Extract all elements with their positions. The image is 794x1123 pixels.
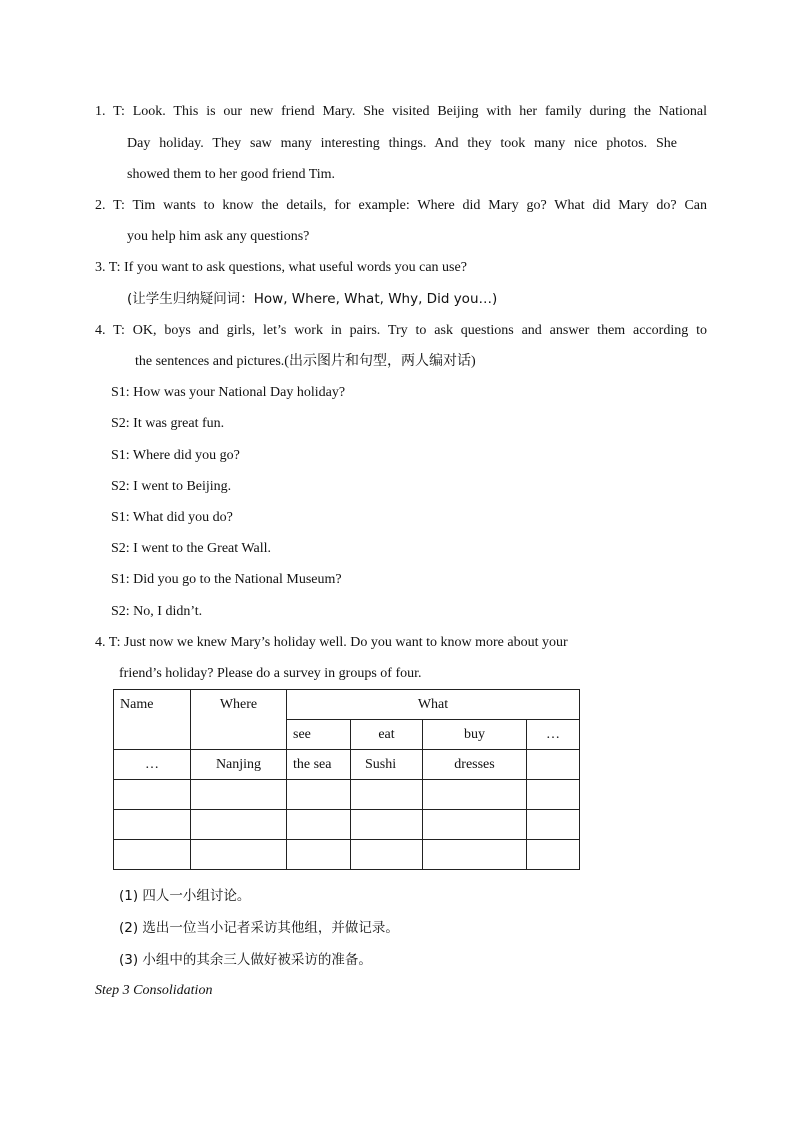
table-cell [191, 780, 287, 810]
subheader-more: … [527, 720, 580, 750]
table-row [114, 750, 580, 780]
dialogue-line: S2: It was great fun. [111, 416, 225, 431]
dialogue-line: S2: I went to Beijing. [111, 479, 232, 494]
step-2: (2) 选出一位当小记者采访其他组，并做记录。 [119, 920, 399, 936]
step-1: (1) 四人一小组讨论。 [119, 888, 251, 904]
table-cell [423, 840, 527, 870]
item-4-line-2: the sentences and pictures.(出示图片和句型，两人编对话) [135, 354, 476, 369]
table-cell [527, 780, 580, 810]
table-row [114, 690, 580, 720]
table-cell [287, 780, 351, 810]
table-cell: Sushi [351, 750, 423, 780]
dialogue-line: S2: I went to the Great Wall. [111, 541, 271, 556]
subheader-see: see [287, 720, 351, 750]
section-heading: Step 3 Consolidation [95, 983, 213, 998]
table-cell: … [114, 750, 191, 780]
table-row [114, 810, 580, 840]
item-1-line-1: 1. T: Look. This is our new friend Mary. She visited Beijing with her family during the National [95, 104, 707, 119]
item-5-line-1: 4. T: Just now we knew Mary’s holiday well. Do you want to know more about your [95, 635, 568, 650]
item-2-line-2: you help him ask any questions? [127, 229, 310, 244]
table-cell [351, 810, 423, 840]
item-1-line-2: Day holiday. They saw many interesting things. And they took many nice photos. She [127, 136, 677, 151]
table-row [114, 840, 580, 870]
table-cell [287, 840, 351, 870]
item-5-line-2: friend’s holiday? Please do a survey in groups of four. [119, 666, 422, 681]
table-cell [527, 810, 580, 840]
header-what: What [287, 690, 580, 720]
table-cell [527, 840, 580, 870]
table-cell: dresses [423, 750, 527, 780]
dialogue-line: S1: What did you do? [111, 510, 233, 525]
dialogue-line: S1: Did you go to the National Museum? [111, 572, 342, 587]
subheader-buy: buy [423, 720, 527, 750]
table-cell [351, 840, 423, 870]
header-name: Name [114, 690, 191, 750]
table-cell [191, 810, 287, 840]
table-cell [191, 840, 287, 870]
table-cell [527, 750, 580, 780]
table-cell [114, 780, 191, 810]
table-cell [287, 810, 351, 840]
table-cell [423, 810, 527, 840]
dialogue-line: S2: No, I didn’t. [111, 604, 203, 619]
table-cell [114, 810, 191, 840]
dialogue-line: S1: How was your National Day holiday? [111, 385, 346, 400]
item-2-line-1: 2. T: Tim wants to know the details, for example: Where did Mary go? What did Mary do? Can [95, 198, 707, 213]
header-where: Where [191, 690, 287, 750]
subheader-eat: eat [351, 720, 423, 750]
table-cell [351, 780, 423, 810]
item-3-note: (让学生归纳疑问词：How, Where, What, Why, Did you…) [127, 291, 498, 307]
survey-table [113, 689, 580, 870]
table-cell: Nanjing [191, 750, 287, 780]
table-cell [423, 780, 527, 810]
item-1-line-3: showed them to her good friend Tim. [127, 167, 336, 182]
table-cell [114, 840, 191, 870]
item-4-line-1: 4. T: OK, boys and girls, let’s work in pairs. Try to ask questions and answer them according to [95, 323, 707, 338]
table-cell: the sea [287, 750, 351, 780]
item-3-line-1: 3. T: If you want to ask questions, what useful words you can use? [95, 260, 467, 275]
step-3: (3) 小组中的其余三人做好被采访的准备。 [119, 952, 372, 968]
table-row [114, 780, 580, 810]
dialogue-line: S1: Where did you go? [111, 448, 240, 463]
